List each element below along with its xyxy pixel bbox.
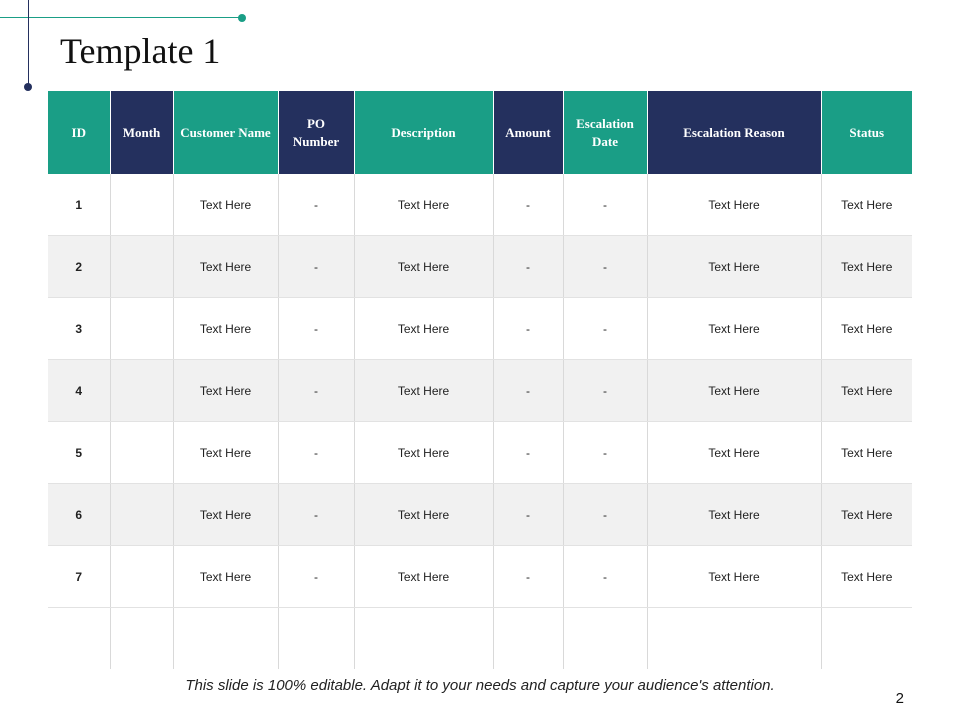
row-id-cell: 7 xyxy=(48,546,110,608)
table-cell: Text Here xyxy=(647,546,821,608)
table-cell: - xyxy=(563,298,647,360)
table-row xyxy=(48,484,912,546)
table-cell: Text Here xyxy=(647,174,821,236)
table-cell: - xyxy=(563,484,647,546)
table-cell: - xyxy=(563,360,647,422)
table-cell xyxy=(110,236,173,298)
table-cell xyxy=(110,298,173,360)
row-id-cell: 3 xyxy=(48,298,110,360)
row-id-cell: 6 xyxy=(48,484,110,546)
table-cell xyxy=(110,422,173,484)
table-body xyxy=(48,174,912,669)
decorative-line-horizontal xyxy=(0,17,242,18)
row-id-cell: 2 xyxy=(48,236,110,298)
table-cell: - xyxy=(278,546,354,608)
table-cell: Text Here xyxy=(354,484,493,546)
table-cell: Text Here xyxy=(821,360,912,422)
table-header-row xyxy=(48,91,912,174)
table-cell xyxy=(110,174,173,236)
table-cell-empty xyxy=(173,608,278,670)
table-cell: Text Here xyxy=(354,546,493,608)
table-cell: - xyxy=(278,484,354,546)
table-cell: - xyxy=(278,422,354,484)
table-cell: - xyxy=(493,298,563,360)
table-cell: - xyxy=(493,236,563,298)
table-cell: - xyxy=(493,422,563,484)
table-cell: - xyxy=(278,360,354,422)
column-header: ID xyxy=(48,91,110,174)
table-cell-empty xyxy=(647,608,821,670)
column-header: Month xyxy=(110,91,173,174)
table-cell: Text Here xyxy=(173,298,278,360)
table-cell: Text Here xyxy=(354,236,493,298)
table-cell: - xyxy=(563,546,647,608)
table-row xyxy=(48,298,912,360)
table-cell: Text Here xyxy=(173,236,278,298)
table-cell: Text Here xyxy=(647,236,821,298)
table-cell xyxy=(110,484,173,546)
table-row-empty xyxy=(48,608,912,670)
row-id-cell: 1 xyxy=(48,174,110,236)
table-row xyxy=(48,174,912,236)
table-row xyxy=(48,546,912,608)
page-number: 2 xyxy=(895,690,904,707)
table-cell: Text Here xyxy=(173,174,278,236)
table-cell: Text Here xyxy=(821,236,912,298)
table-cell: Text Here xyxy=(173,360,278,422)
table-row xyxy=(48,236,912,298)
column-header: Escalation Reason xyxy=(647,91,821,174)
table-cell: Text Here xyxy=(821,484,912,546)
column-header: Escalation Date xyxy=(563,91,647,174)
table-cell: Text Here xyxy=(821,422,912,484)
table-cell: Text Here xyxy=(821,298,912,360)
table-cell xyxy=(110,546,173,608)
table-cell: - xyxy=(563,174,647,236)
table-cell: - xyxy=(493,360,563,422)
footer-note: This slide is 100% editable. Adapt it to your needs and capture your audience's attention. xyxy=(185,677,775,694)
decorative-line-vertical xyxy=(28,0,29,86)
column-header: PO Number xyxy=(278,91,354,174)
table-cell: Text Here xyxy=(647,360,821,422)
table-cell-empty xyxy=(278,608,354,670)
decorative-dot-navy xyxy=(24,83,32,91)
column-header: Customer Name xyxy=(173,91,278,174)
table-cell: Text Here xyxy=(354,298,493,360)
table-cell: Text Here xyxy=(821,174,912,236)
column-header: Description xyxy=(354,91,493,174)
table-cell: Text Here xyxy=(354,174,493,236)
table-cell: Text Here xyxy=(647,484,821,546)
table-cell: Text Here xyxy=(173,484,278,546)
table-cell-empty xyxy=(563,608,647,670)
table-cell: - xyxy=(493,484,563,546)
slide-title: Template 1 xyxy=(60,31,221,71)
table-cell-empty xyxy=(354,608,493,670)
table-cell-empty xyxy=(493,608,563,670)
table-cell: Text Here xyxy=(647,298,821,360)
table-cell: - xyxy=(563,236,647,298)
table-cell: - xyxy=(563,422,647,484)
table-cell-empty xyxy=(110,608,173,670)
decorative-dot-teal xyxy=(238,14,246,22)
table-cell-empty xyxy=(821,608,912,670)
table-cell: - xyxy=(493,546,563,608)
table-cell: - xyxy=(493,174,563,236)
table-cell xyxy=(110,360,173,422)
table-cell: Text Here xyxy=(354,360,493,422)
table-cell: - xyxy=(278,298,354,360)
table-cell: Text Here xyxy=(821,546,912,608)
table-cell: Text Here xyxy=(173,422,278,484)
table-cell-empty xyxy=(48,608,110,670)
column-header: Status xyxy=(821,91,912,174)
table-cell: Text Here xyxy=(647,422,821,484)
table-cell: Text Here xyxy=(173,546,278,608)
table-cell: - xyxy=(278,236,354,298)
table-cell: - xyxy=(278,174,354,236)
table-cell: Text Here xyxy=(354,422,493,484)
column-header: Amount xyxy=(493,91,563,174)
table-row xyxy=(48,422,912,484)
escalation-table xyxy=(48,91,912,669)
row-id-cell: 4 xyxy=(48,360,110,422)
table-row xyxy=(48,360,912,422)
row-id-cell: 5 xyxy=(48,422,110,484)
